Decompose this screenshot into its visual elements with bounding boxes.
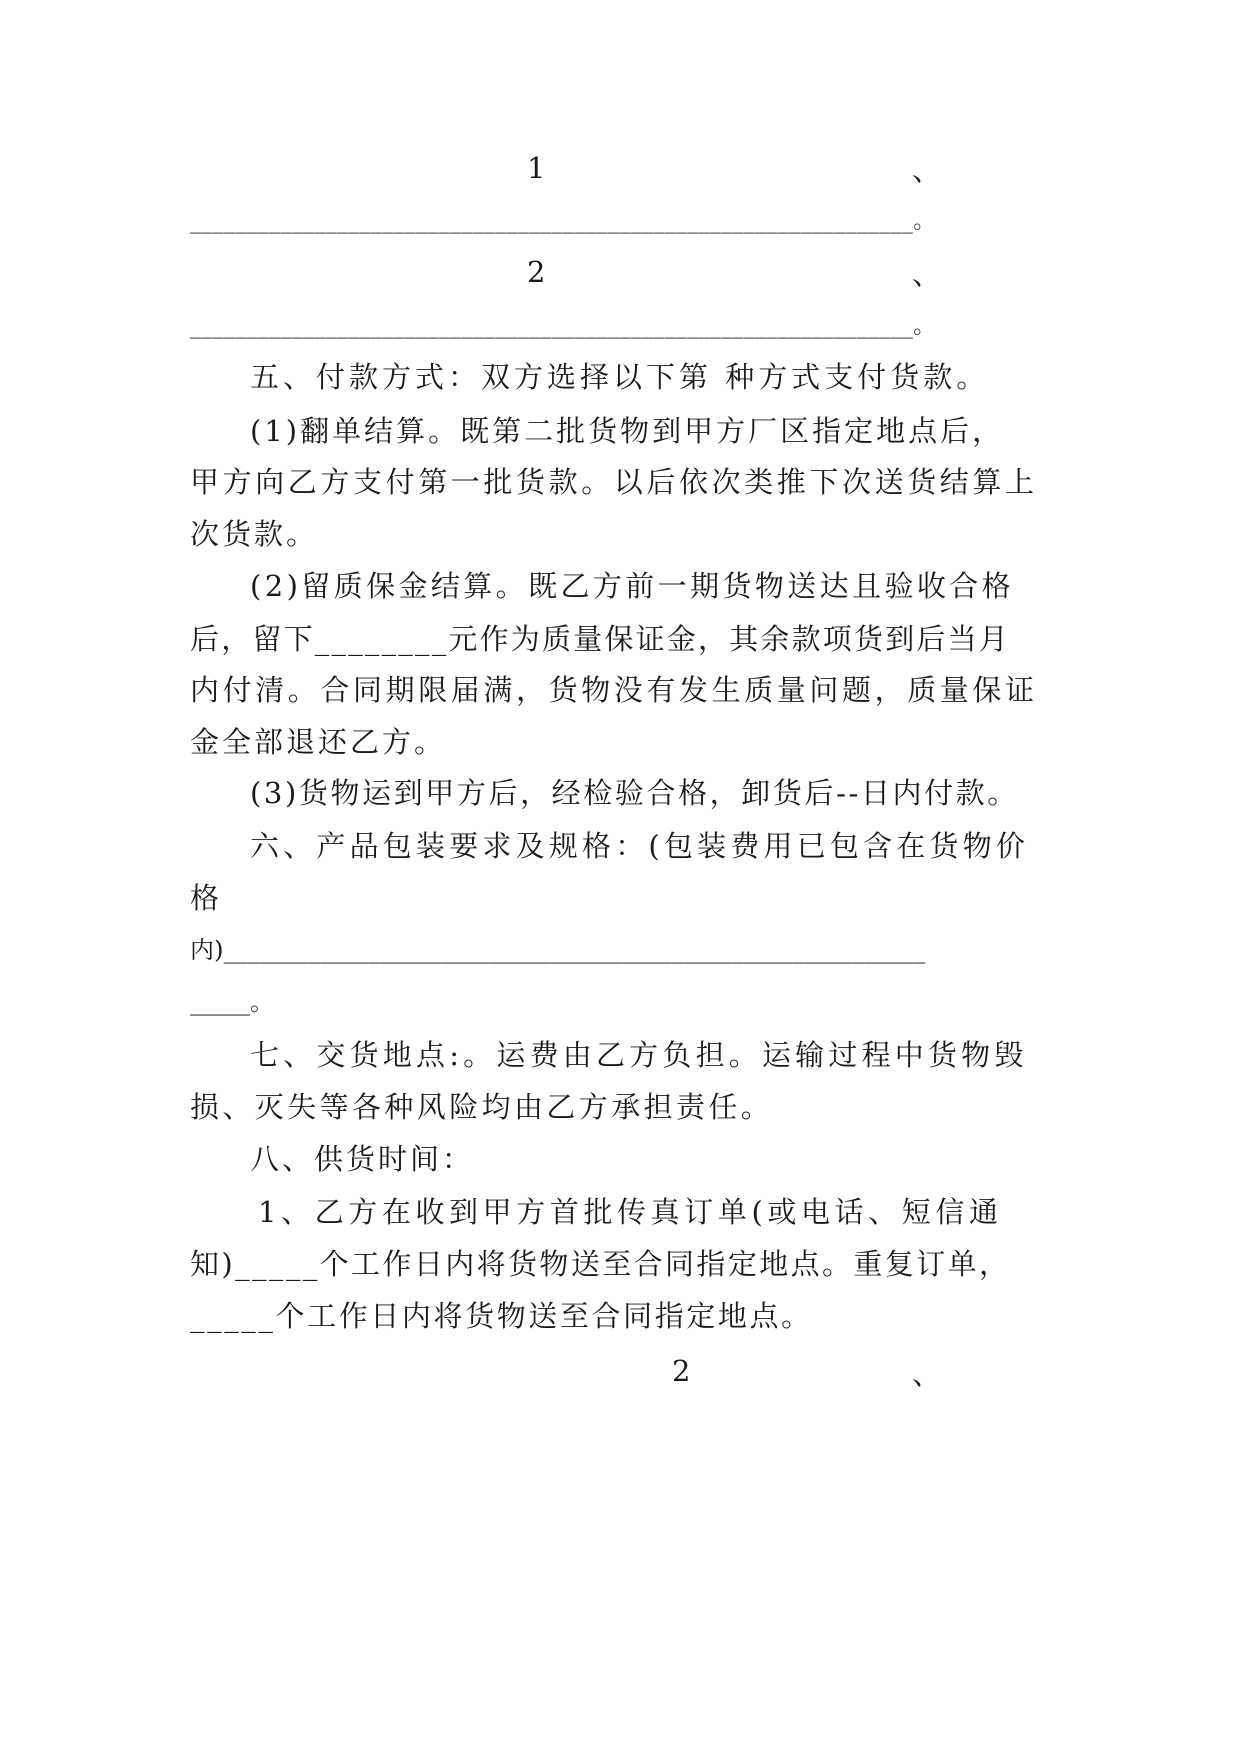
item-1-mark: 、: [912, 153, 942, 187]
item-2-mark: 、: [912, 257, 942, 291]
section-6-line-2: 格: [190, 881, 220, 915]
section-6-line-3: 内)__________________________________________________________: [190, 936, 926, 964]
item-1-number: 1: [527, 151, 546, 185]
delivery-time-item-1-line-2: 知)_____个工作日内将货物送至合同指定地点。重复订单，: [190, 1247, 1011, 1281]
section-6-line-4: _____。: [190, 988, 274, 1016]
delivery-time-item-2-mark: 、: [912, 1357, 942, 1391]
delivery-time-item-1-line-1: 1、乙方在收到甲方首批传真订单(或电话、短信通: [258, 1195, 1003, 1229]
payment-option-2-line-3: 内付清。合同期限届满，货物没有发生质量问题，质量保证: [190, 673, 1038, 707]
item-2-number: 2: [527, 255, 546, 289]
section-6-line-1: 六、产品包装要求及规格：(包装费用已包含在货物价: [250, 829, 1030, 863]
section-8-title: 八、供货时间：: [250, 1142, 475, 1176]
payment-option-1-line-1: (1)翻单结算。既第二批货物到甲方厂区指定地点后，: [250, 414, 1005, 448]
payment-option-2-line-4: 金全部退还乙方。: [190, 725, 447, 759]
payment-option-1-line-3: 次货款。: [190, 517, 319, 551]
section-7-line-1: 七、交货地点:。运费由乙方负担。运输过程中货物毁: [250, 1038, 1028, 1072]
delivery-time-item-2-number: 2: [672, 1354, 691, 1388]
section-7-line-2: 损、灭失等各种风险均由乙方承担责任。: [190, 1090, 774, 1124]
payment-option-2-line-2: 后，留下________元作为质量保证金，其余款项货到后当月: [190, 622, 1011, 656]
payment-option-2-line-1: (2)留质保金结算。既乙方前一期货物送达且验收合格: [250, 569, 1015, 603]
item-1-blank-line: ________________________________________________________________。: [190, 209, 936, 234]
payment-option-1-line-2: 甲方向乙方支付第一批货款。以后依次类推下次送货结算上: [190, 465, 1038, 499]
item-2-blank-line: ________________________________________________________________。: [190, 314, 936, 339]
payment-option-3-line-1: (3)货物运到甲方后，经检验合格，卸货后--日内付款。: [250, 776, 1019, 810]
section-5-title: 五、付款方式：双方选择以下第 种方式支付货款。: [250, 360, 990, 394]
delivery-time-item-1-line-3: _____个工作日内将货物送至合同指定地点。: [190, 1299, 813, 1333]
